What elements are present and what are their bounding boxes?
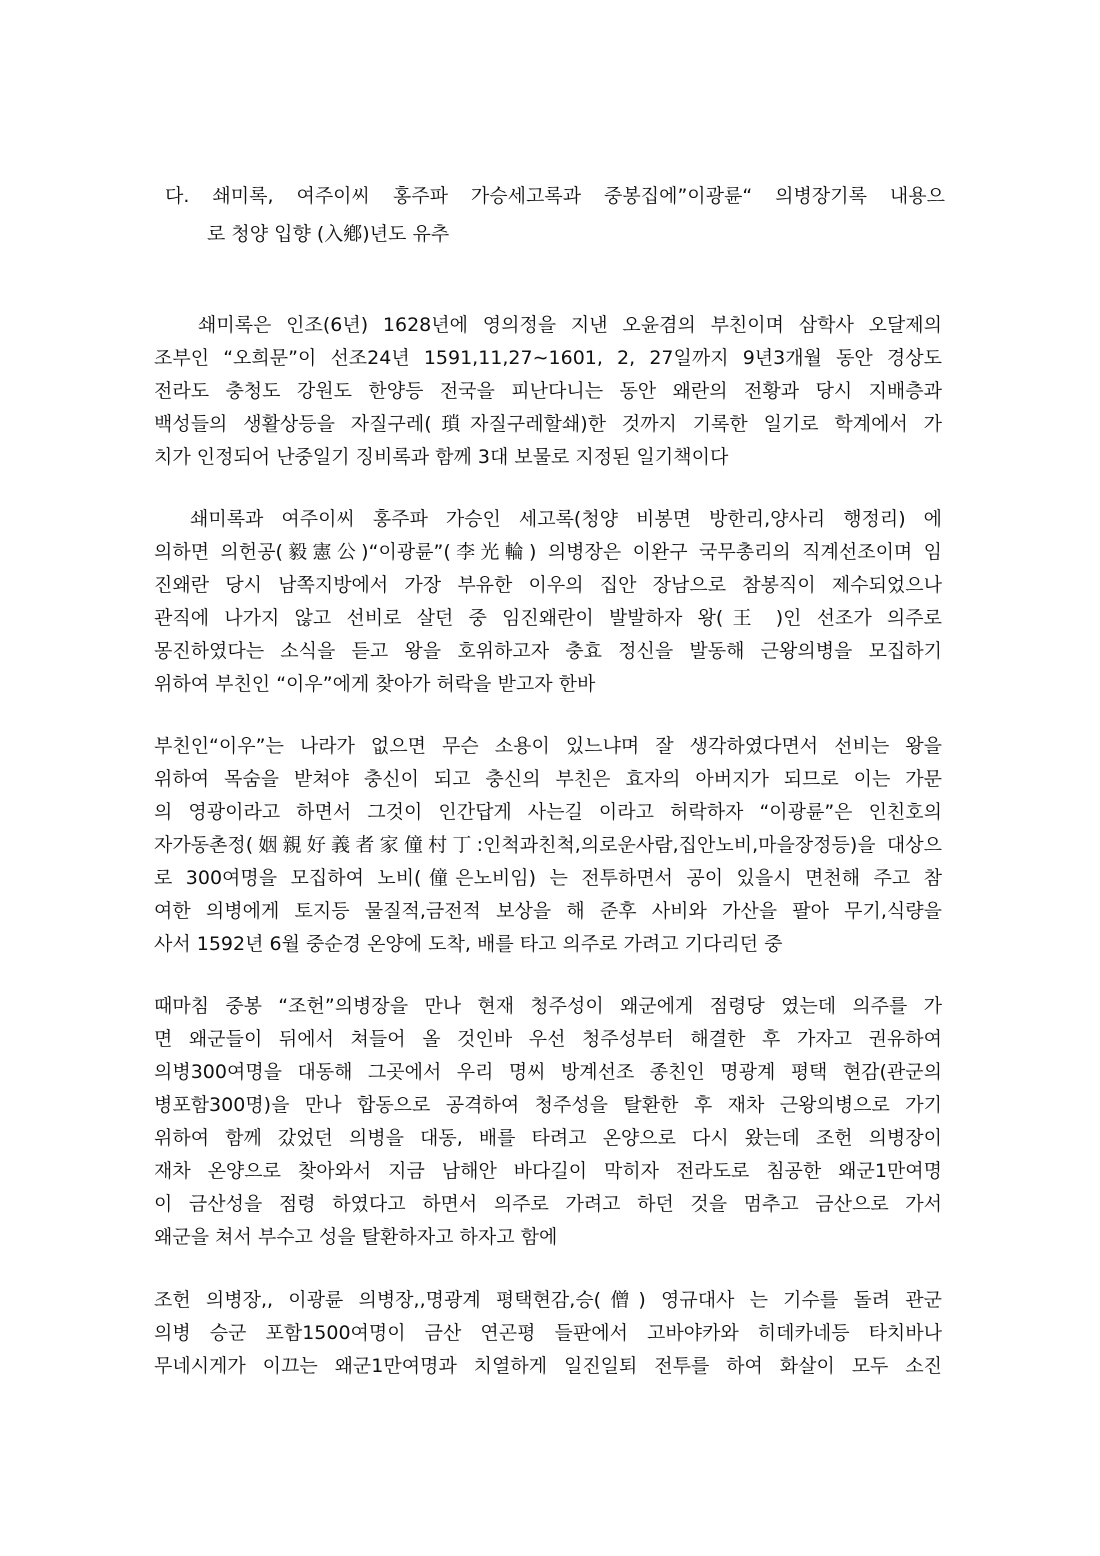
paragraph-line: 조부인 “오희문”이 선조24년 1591,11,27∼1601, 2, 27일까지 9년3개월 동안 경상도: [154, 347, 942, 369]
paragraph-segorok: [154, 503, 942, 701]
paragraph-line: 쇄미록과 여주이씨 홍주파 가승인 세고록(청양 비봉면 방한리,양사리 행정리) 에: [190, 508, 942, 530]
paragraph-line: 위하여 함께 갔었던 의병을 대동, 배를 타려고 온양으로 다시 왔는데 조헌 의병장이: [154, 1127, 942, 1149]
paragraph-line: 면 왜군들이 뒤에서 쳐들어 올 것인바 우선 청주성부터 해결한 후 가자고 권유하여: [154, 1028, 942, 1050]
paragraph-line: 재차 온양으로 찾아와서 지금 남해안 바다길이 막히자 전라도로 침공한 왜군1만여명: [154, 1160, 942, 1182]
paragraph-swaemirok: [154, 309, 942, 474]
paragraph-geumsan-battle: [154, 1284, 942, 1383]
paragraph-line: 의병300여명을 대동해 그곳에서 우리 명씨 방계선조 종친인 명광계 평택 현감(관군의: [154, 1061, 942, 1083]
paragraph-line: 위하여 부친인 “이우”에게 찾아가 허락을 받고자 한바: [154, 673, 596, 695]
paragraph-line: 몽진하였다는 소식을 듣고 왕을 호위하고자 충효 정신을 발동해 근왕의병을 모집하기: [154, 640, 942, 662]
paragraph-line: 치가 인정되어 난중일기 징비록과 함께 3대 보물로 지정된 일기책이다: [154, 446, 729, 468]
paragraph-line: 무네시게가 이끄는 왜군1만여명과 치열하게 일진일퇴 전투를 하여 화살이 모두 소진: [154, 1355, 942, 1377]
heading-line: 로 청양 입향 (入鄕)년도 유추: [207, 223, 450, 245]
section-heading: [165, 177, 945, 253]
heading-line: 다. 쇄미록, 여주이씨 홍주파 가승세고록과 중봉집에”이광륜“ 의병장기록 내용으: [165, 185, 945, 207]
paragraph-line: 진왜란 당시 남쪽지방에서 가장 부유한 이우의 집안 장남으로 참봉직이 제수되었으나: [154, 574, 942, 596]
paragraph-line: 로 300여명을 모집하여 노비(僮은노비임) 는 전투하면서 공이 있을시 면천해 주고 참: [154, 867, 942, 889]
paragraph-line: 의하면 의헌공(毅憲公)“이광륜”(李光輪) 의병장은 이완구 국무총리의 직계선조이며 임: [154, 541, 942, 563]
paragraph-father-permission: [154, 730, 942, 961]
paragraph-line: 왜군을 쳐서 부수고 성을 탈환하자고 하자고 함에: [154, 1226, 558, 1248]
paragraph-line: 여한 의병에게 토지등 물질적,금전적 보상을 해 준후 사비와 가산을 팔아 무기,식량을: [154, 900, 942, 922]
paragraph-line: 조헌 의병장,, 이광륜 의병장,,명광계 평택현감,승(僧) 영규대사 는 기수를 돌려 관군: [154, 1289, 942, 1311]
paragraph-line: 백성들의 생활상등을 자질구레(瑣자질구레할쇄)한 것까지 기록한 일기로 학계에서 가: [154, 413, 942, 435]
paragraph-line: 때마침 중봉 “조헌”의병장을 만나 현재 청주성이 왜군에게 점령당 였는데 의주를 가: [154, 995, 943, 1017]
paragraph-line: 쇄미록은 인조(6년) 1628년에 영의정을 지낸 오윤겸의 부친이며 삼학사 오달제의: [198, 314, 942, 336]
paragraph-line: 의 영광이라고 하면서 그것이 인간답게 사는길 이라고 허락하자 “이광륜”은 인친호의: [154, 801, 942, 823]
paragraph-line: 부친인“이우”는 나라가 없으면 무슨 소용이 있느냐며 잘 생각하였다면서 선비는 왕을: [154, 735, 942, 757]
paragraph-line: 자가동촌정(姻親好義者家僮村丁:인척과친척,의로운사람,집안노비,마을장정등)을 대상으: [154, 834, 942, 856]
paragraph-line: 이 금산성을 점령 하였다고 하면서 의주로 가려고 하던 것을 멈추고 금산으로 가서: [154, 1193, 942, 1215]
paragraph-line: 사서 1592년 6월 중순경 온양에 도착, 배를 타고 의주로 가려고 기다리던 중: [154, 933, 783, 955]
paragraph-line: 관직에 나가지 않고 선비로 살던 중 임진왜란이 발발하자 왕(王 )인 선조가 의주로: [154, 607, 942, 629]
paragraph-line: 전라도 충청도 강원도 한양등 전국을 피난다니는 동안 왜란의 전황과 당시 지배층과: [154, 380, 942, 402]
paragraph-line: 위하여 목숨을 받쳐야 충신이 되고 충신의 부친은 효자의 아버지가 되므로 이는 가문: [154, 768, 942, 790]
paragraph-line: 병포함300명)을 만나 합동으로 공격하여 청주성을 탈환한 후 재차 근왕의병으로 가기: [154, 1094, 942, 1116]
paragraph-line: 의병 승군 포함1500여명이 금산 연곤평 들판에서 고바야카와 히데카네등 타치바나: [154, 1322, 942, 1344]
paragraph-cheongju-battle: [154, 990, 942, 1254]
